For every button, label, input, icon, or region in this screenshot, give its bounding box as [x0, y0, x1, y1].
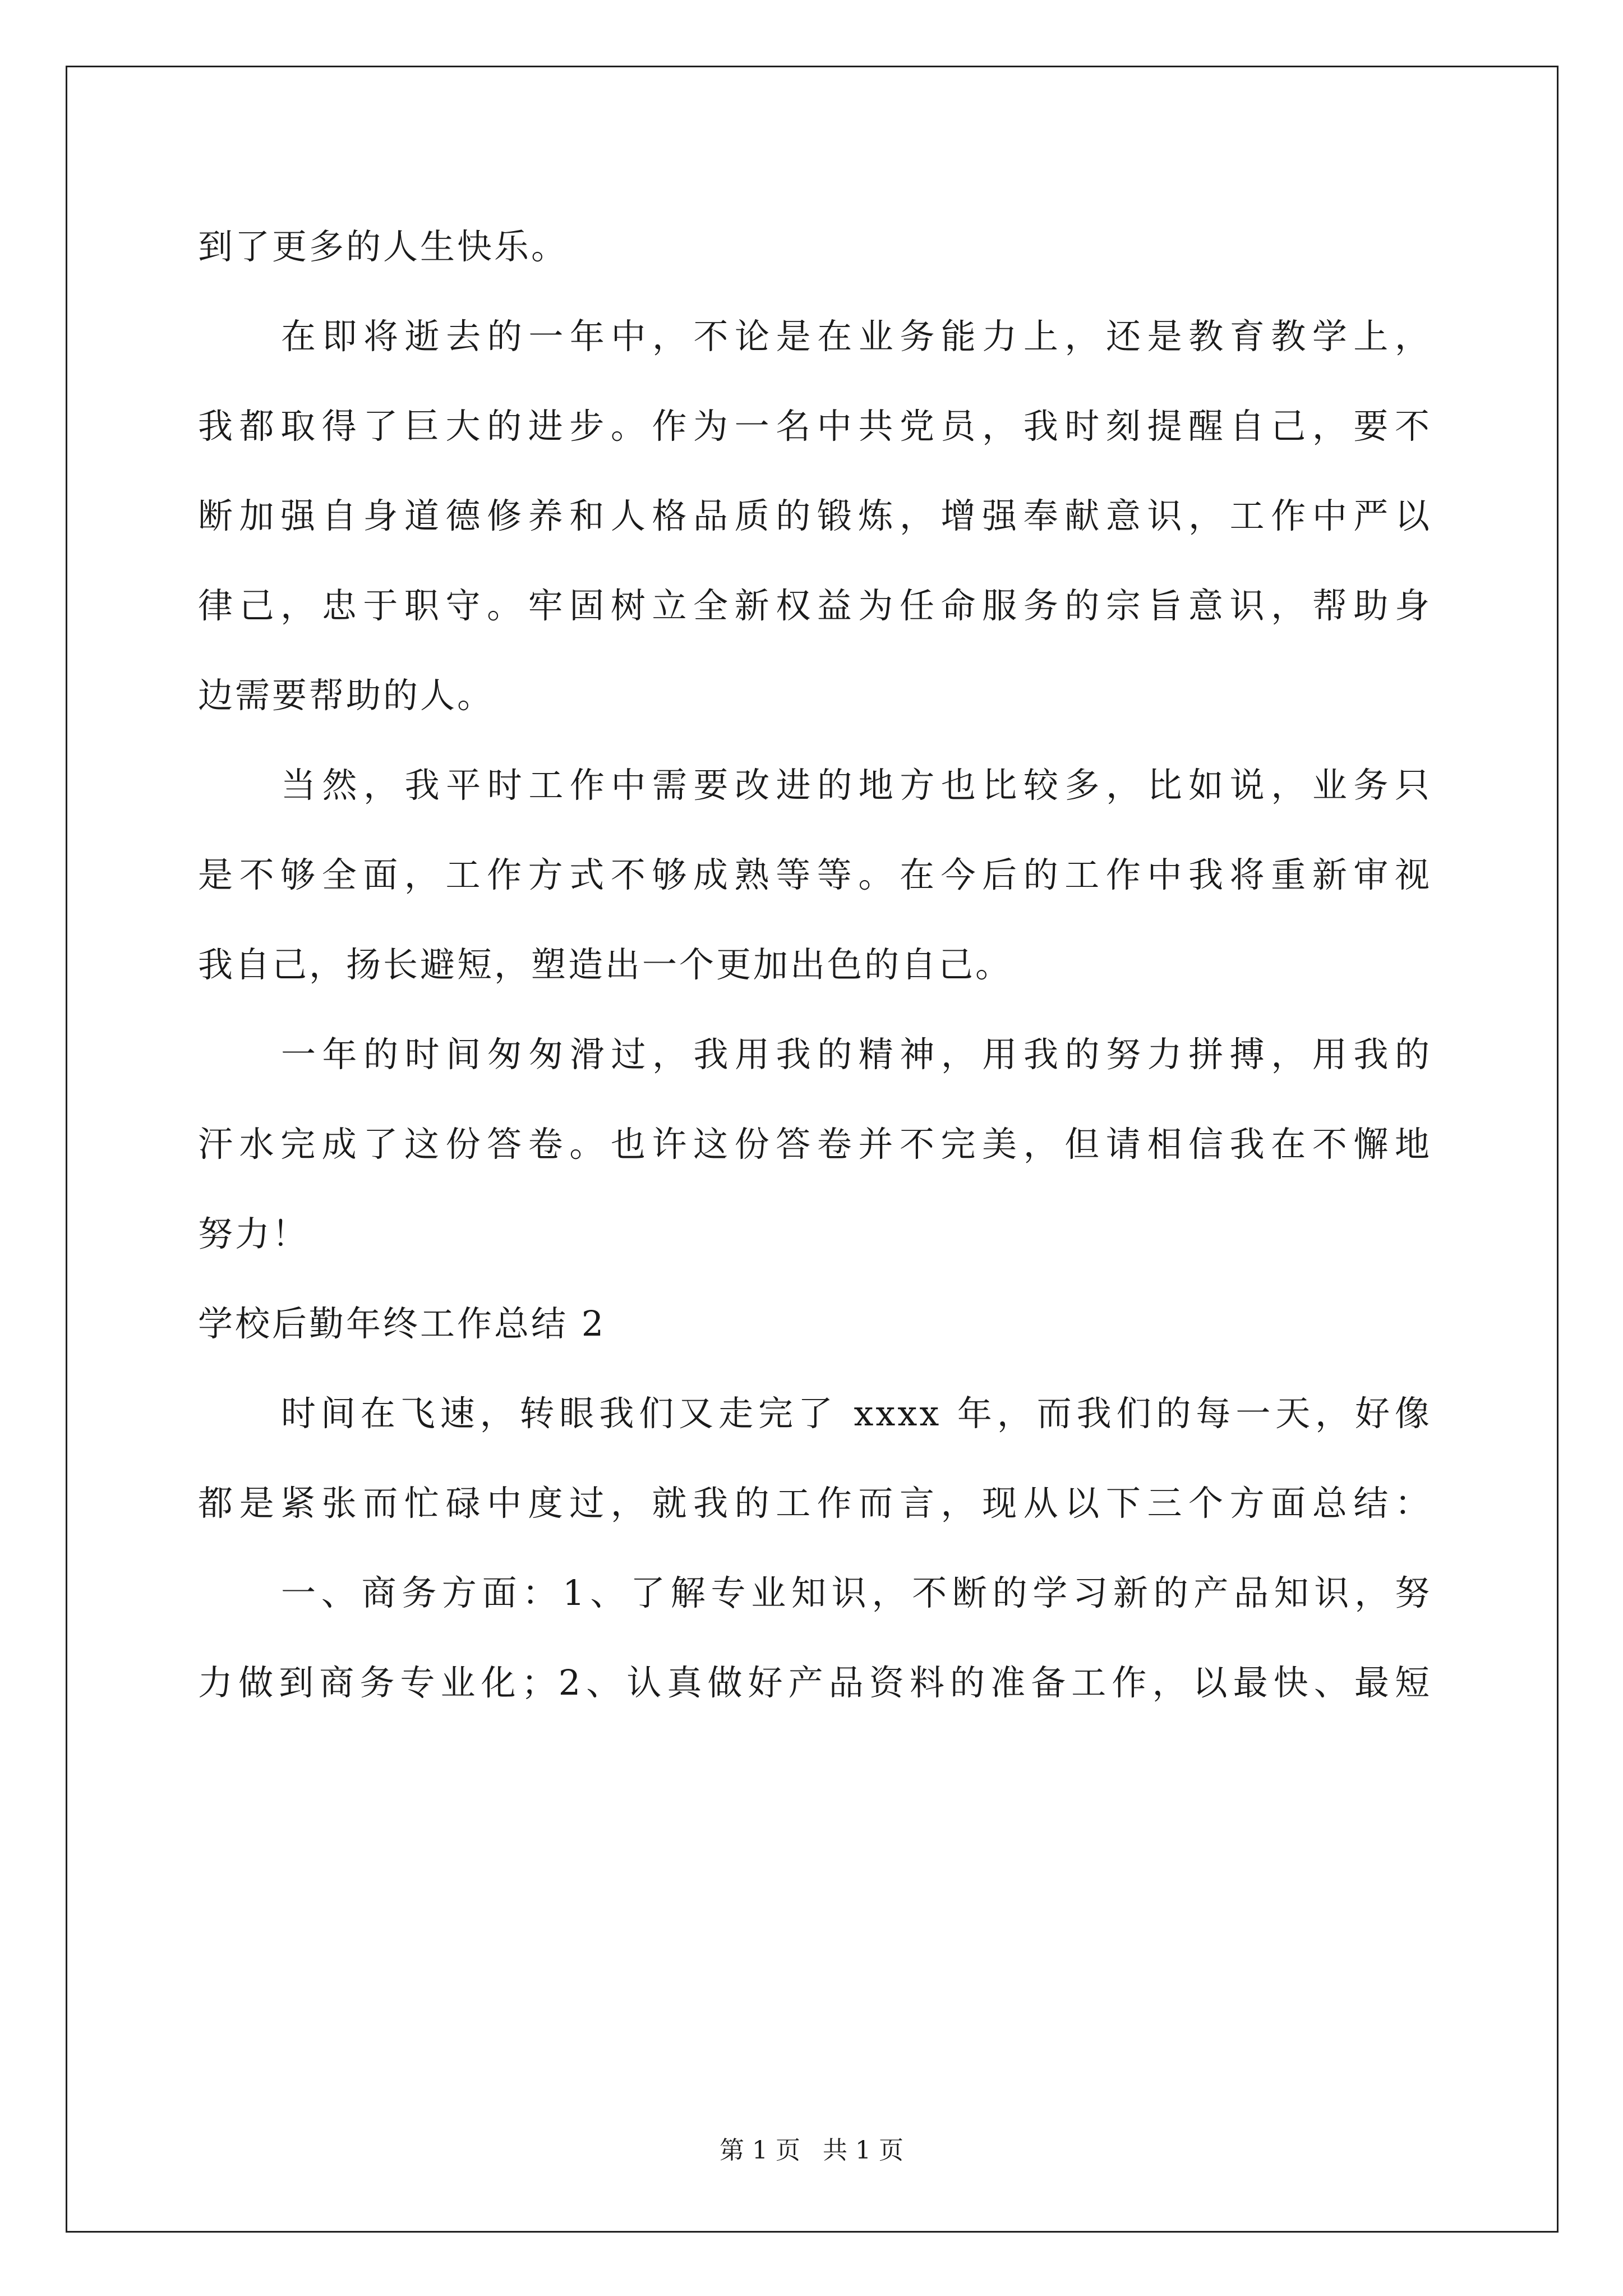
text-line: 一、商务方面：1、了解专业知识，不断的学习新的产品知识，努 — [281, 1572, 1432, 1613]
text-line: 律己，忠于职守。牢固树立全新权益为任命服务的宗旨意识，帮助身 — [198, 585, 1432, 626]
section-heading: 学校后勤年终工作总结 2 — [198, 1303, 606, 1344]
text-line: 边需要帮助的人。 — [198, 675, 495, 716]
text-line: 断加强自身道德修养和人格品质的锻炼，增强奉献意识，工作中严以 — [198, 495, 1432, 536]
text-line: 当然，我平时工作中需要改进的地方也比较多，比如说，业务只 — [281, 765, 1432, 806]
page-footer — [0, 2135, 1623, 2166]
text-line: 都是紧张而忙碌中度过，就我的工作而言，现从以下三个方面总结： — [198, 1483, 1432, 1524]
page-total: 共 1 页 — [823, 2136, 903, 2165]
text-line: 是不够全面，工作方式不够成熟等等。在今后的工作中我将重新审视 — [198, 854, 1432, 895]
text-line: 我都取得了巨大的进步。作为一名中共党员，我时刻提醒自己，要不 — [198, 406, 1432, 447]
text-line: 时间在飞速，转眼我们又走完了 xxxx 年，而我们的每一天，好像 — [281, 1393, 1432, 1434]
text-line: 在即将逝去的一年中，不论是在业务能力上，还是教育教学上， — [281, 316, 1432, 357]
page-number: 第 1 页 — [720, 2136, 800, 2165]
text-line: 到了更多的人生快乐。 — [198, 226, 569, 267]
document-body — [198, 202, 1432, 1728]
text-line: 汗水完成了这份答卷。也许这份答卷并不完美，但请相信我在不懈地 — [198, 1124, 1432, 1165]
text-line: 力做到商务专业化；2、认真做好产品资料的准备工作，以最快、最短 — [198, 1662, 1432, 1703]
text-line: 一年的时间匆匆滑过，我用我的精神，用我的努力拼搏，用我的 — [281, 1034, 1432, 1075]
text-line: 努力！ — [198, 1213, 310, 1254]
text-line: 我自己，扬长避短，塑造出一个更加出色的自己。 — [198, 944, 1013, 985]
